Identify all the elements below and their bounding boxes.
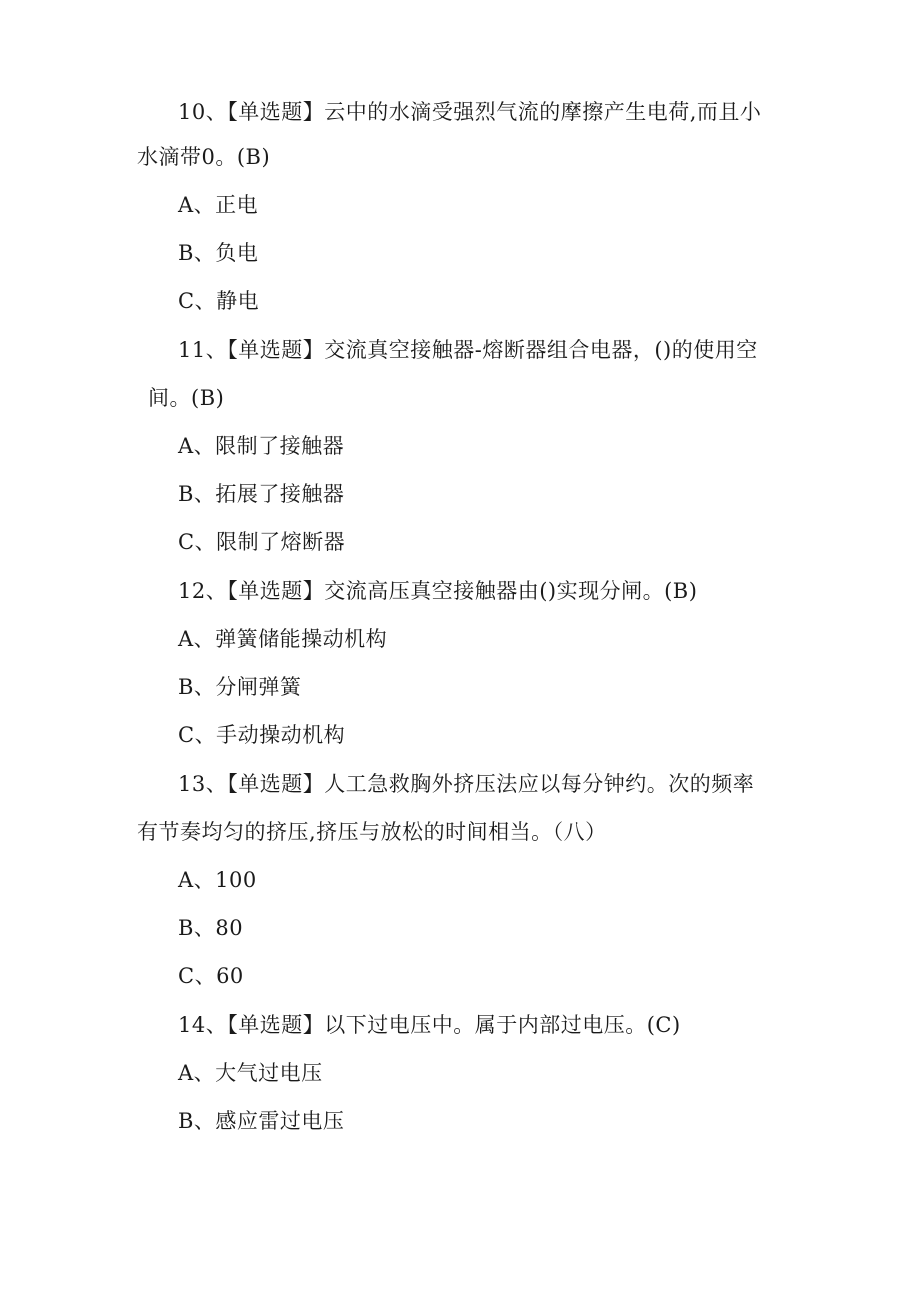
question-13-option-a: A、100 xyxy=(178,868,257,892)
question-12-option-b: B、分闸弹簧 xyxy=(178,675,302,699)
question-11-line-2: 间。(B) xyxy=(148,386,225,410)
question-10-line-1: 10、【单选题】云中的水滴受强烈气流的摩擦产生电荷,而且小 xyxy=(178,100,762,124)
question-11-option-a: A、限制了接触器 xyxy=(178,434,345,458)
question-14-option-a: A、大气过电压 xyxy=(178,1061,323,1085)
question-13-option-b: B、80 xyxy=(178,916,244,940)
question-11-line-1: 11、【单选题】交流真空接触器-熔断器组合电器，()的使用空 xyxy=(178,338,758,362)
question-14-option-b: B、感应雷过电压 xyxy=(178,1109,345,1133)
question-13-line-1: 13、【单选题】人工急救胸外挤压法应以每分钟约。次的频率 xyxy=(178,772,755,796)
question-10-line-2: 水滴带0。(B) xyxy=(137,145,271,169)
question-11-option-b: B、拓展了接触器 xyxy=(178,482,345,506)
question-12-option-a: A、弹簧储能操动机构 xyxy=(178,627,388,651)
question-13-option-c: C、60 xyxy=(178,964,244,988)
question-13-line-2: 有节奏均匀的挤压,挤压与放松的时间相当。（八） xyxy=(137,820,607,844)
question-10-option-b: B、负电 xyxy=(178,241,259,265)
question-14-line-1: 14、【单选题】以下过电压中。属于内部过电压。(C) xyxy=(178,1013,681,1037)
question-12-line-1: 12、【单选题】交流高压真空接触器由()实现分闸。(B) xyxy=(178,579,698,603)
question-10-option-a: A、正电 xyxy=(178,193,259,217)
question-10-option-c: C、静电 xyxy=(178,289,260,313)
question-12-option-c: C、手动操动机构 xyxy=(178,723,346,747)
question-11-option-c: C、限制了熔断器 xyxy=(178,530,346,554)
